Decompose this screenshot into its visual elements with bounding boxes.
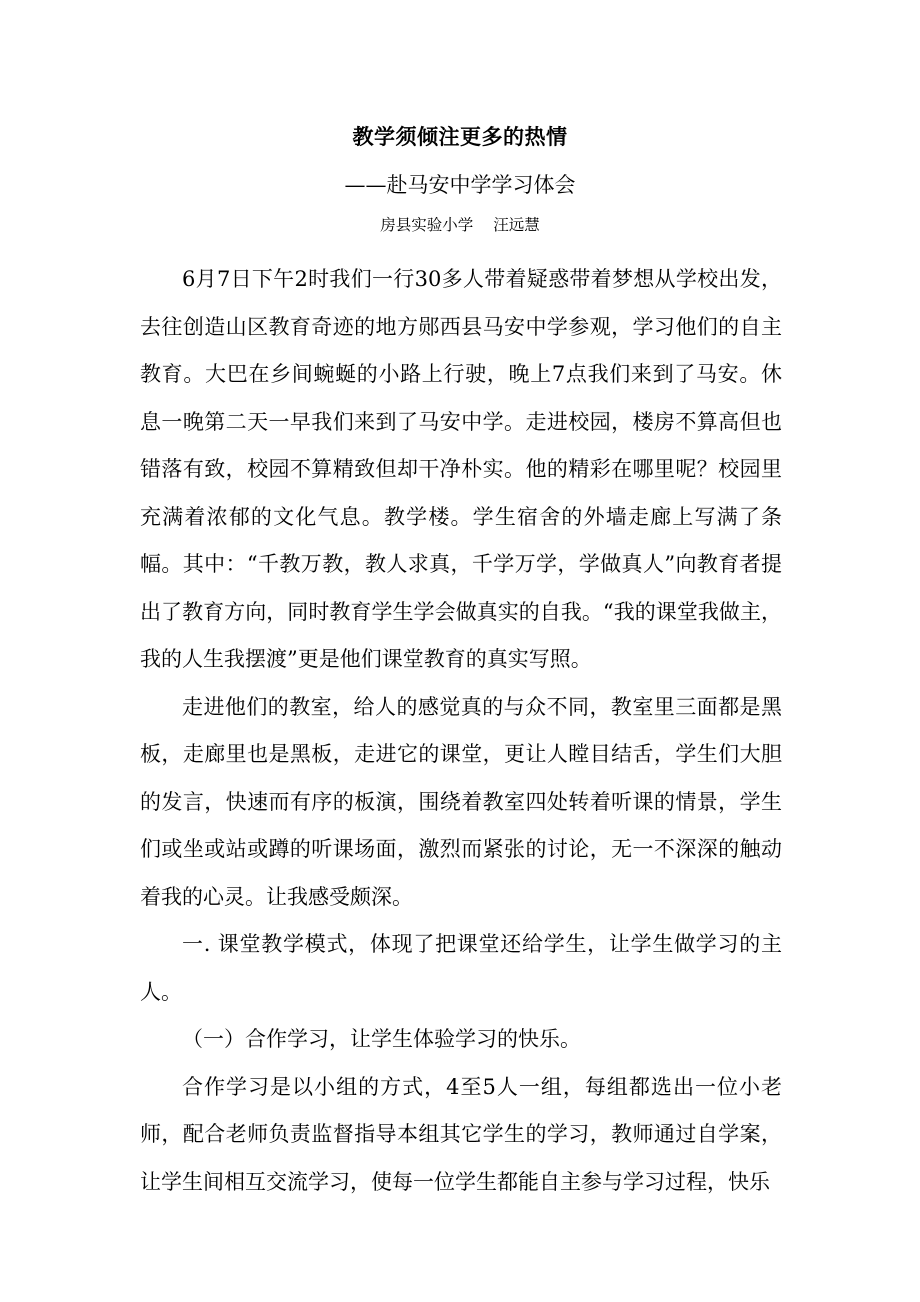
paragraph-3: 合作学习是以小组的方式，4至5人一组，每组都选出一位小老师，配合老师负责监督指导本组其它学生的学习，教师通过自学案，让学生间相互交流学习，使每一位学生都能自主参与学习过程，快乐	[140, 1074, 782, 1194]
author-school: 房县实验小学	[380, 216, 474, 234]
paragraph-1: 6月7日下午2时我们一行30多人带着疑惑带着梦想从学校出发，去往创造山区教育奇迹的地方郧西县马安中学参观，学习他们的自主教育。大巴在乡间蜿蜒的小路上行驶，晚上7点我们来到了马安。休息一晚第二天一早我们来到了马安中学。走进校园，楼房不算高但也错落有致，校园不算精致但却干净朴实。他的精彩在哪里呢？校园里充满着浓郁的文化气息。教学楼。学生宿舍的外墙走廊上写满了条幅。其中：“千教万教，教人求真，千学万学，学做真人”向教育者提出了教育方向，同时教育学生学会做真实的自我。“我的课堂我做主，我的人生我摆渡”更是他们课堂教育的真实写照。	[140, 267, 782, 671]
document-subtitle: ——赴马安中学学习体会	[344, 173, 576, 197]
author-name: 汪远慧	[493, 216, 540, 234]
section-heading-1: 一. 课堂教学模式，体现了把课堂还给学生，让学生做学习的主人。	[140, 932, 782, 1004]
document-title: 教学须倾注更多的热情	[352, 125, 568, 149]
subsection-heading-1: （一）合作学习，让学生体验学习的快乐。	[182, 1027, 581, 1051]
document-body	[140, 256, 782, 1206]
author-line	[0, 212, 920, 238]
paragraph-2: 走进他们的教室，给人的感觉真的与众不同，教室里三面都是黑板，走廊里也是黑板，走进它的课堂，更让人瞠目结舌，学生们大胆的发言，快速而有序的板演，围绕着教室四处转着听课的情景，学生们或坐或站或蹲的听课场面，激烈而紧张的讨论，无一不深深的触动着我的心灵。让我感受颇深。	[140, 694, 782, 909]
